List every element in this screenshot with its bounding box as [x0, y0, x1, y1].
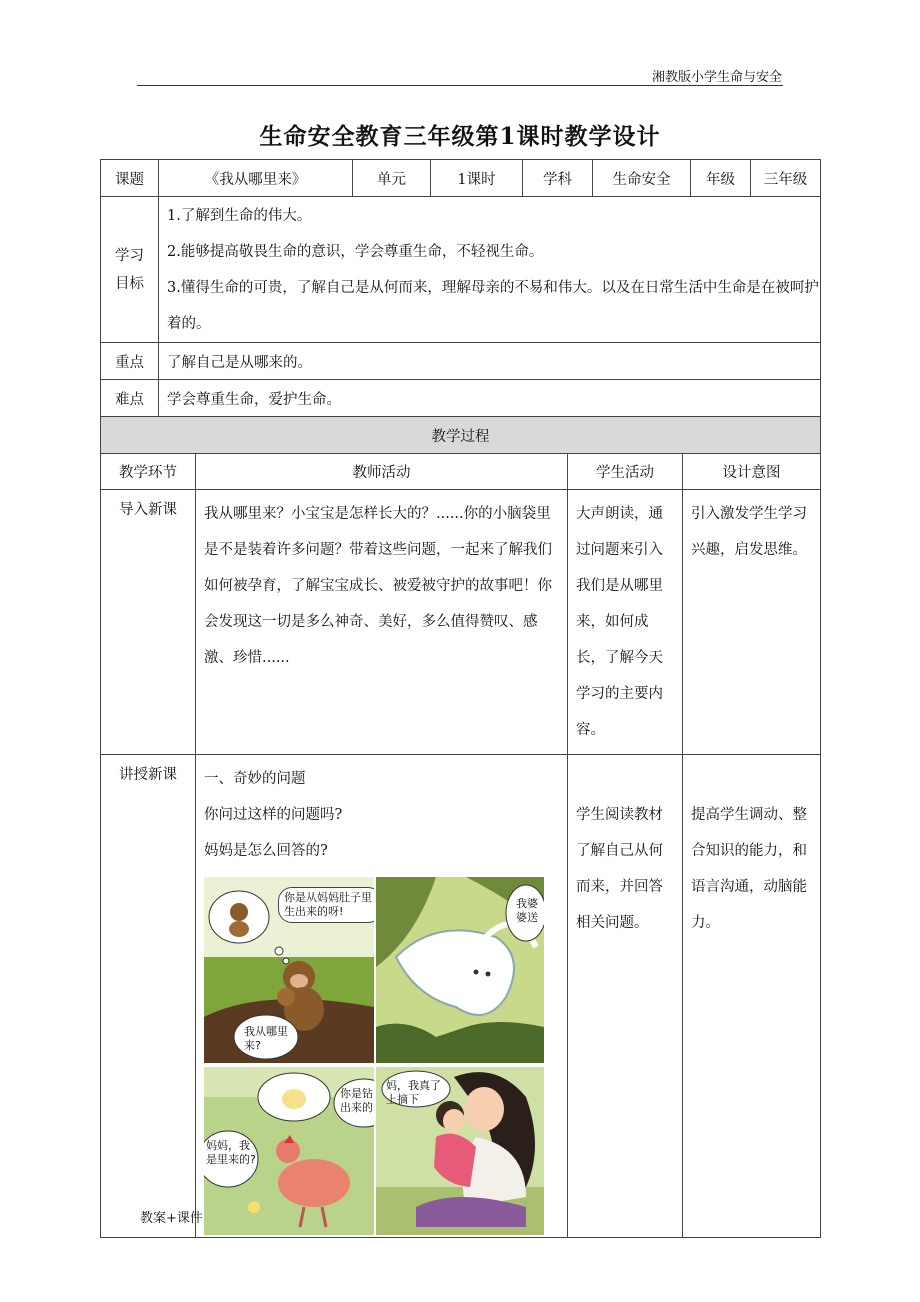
key-point-label: 重点 — [101, 343, 159, 380]
stage-intro: 导入新课 — [101, 490, 196, 755]
illustration-grid — [204, 877, 559, 1235]
student-activity-text: 学生阅读教材了解自己从何而来，并回答相关问题。 — [576, 807, 663, 931]
topic-value: 《我从哪里来》 — [159, 160, 353, 197]
ghost-illustration — [376, 877, 544, 1063]
design-intent-intro: 引入激发学生学习兴趣，启发思维。 — [683, 490, 821, 755]
difficulty-label: 难点 — [101, 380, 159, 417]
info-table — [100, 159, 821, 417]
col-header-stage: 教学环节 — [101, 454, 196, 490]
spacer — [576, 761, 674, 797]
grade-value: 三年级 — [751, 160, 821, 197]
monkey-bubble-top: 你是从妈妈肚子里生出来的呀! — [278, 887, 374, 923]
teacher-activity-new-lesson — [196, 755, 568, 1238]
teacher-line: 你问过这样的问题吗? — [204, 807, 343, 823]
key-point-text: 了解自己是从哪来的。 — [159, 343, 821, 380]
chicken-bubble-left: 妈妈，我是里来的? — [206, 1139, 256, 1166]
chicken-illustration — [204, 1067, 374, 1235]
teacher-line: 一、奇妙的问题 — [204, 771, 306, 787]
mother-child-illustration — [376, 1067, 544, 1235]
ghost-bubble: 我婆婆送 — [516, 897, 538, 924]
goals-label-line2: 目标 — [115, 275, 144, 292]
goal-item: 2.能够提高敬畏生命的意识，学会尊重生命，不轻视生命。 — [167, 243, 544, 260]
grade-label: 年级 — [691, 160, 751, 197]
spacer — [691, 761, 812, 797]
unit-label: 单元 — [353, 160, 431, 197]
header-rule — [137, 85, 783, 86]
stage-new-lesson: 讲授新课 — [101, 755, 196, 1238]
col-header-student: 学生活动 — [568, 454, 683, 490]
footer-text: 教案+课件 — [140, 1211, 203, 1226]
goals-label — [101, 197, 159, 343]
design-intent-text: 提高学生调动、整合知识的能力，和语言沟通，动脑能力。 — [691, 807, 807, 931]
difficulty-text: 学会尊重生命，爱护生命。 — [159, 380, 821, 417]
header-text: 湘教版小学生命与安全 — [651, 70, 782, 85]
goals-content — [159, 197, 821, 343]
subject-value: 生命安全 — [593, 160, 691, 197]
teacher-line: 妈妈是怎么回答的? — [204, 843, 328, 859]
process-title: 教学过程 — [101, 417, 821, 454]
chicken-bubble-right: 你是钻出来的 — [340, 1087, 373, 1114]
goal-item: 1.了解到生命的伟大。 — [167, 207, 312, 224]
goals-label-line1: 学习 — [115, 247, 144, 264]
unit-value: 1课时 — [431, 160, 523, 197]
col-header-teacher: 教师活动 — [196, 454, 568, 490]
mother-bubble: 妈，我真了上摘下 — [386, 1079, 441, 1106]
process-table — [100, 416, 821, 1238]
monkey-bubble-bottom: 我从哪里来? — [244, 1025, 288, 1052]
subject-label: 学科 — [523, 160, 593, 197]
goal-item: 3.懂得生命的可贵，了解自己是从何而来，理解母亲的不易和伟大。以及在日常生活中生命是在被呵护着的。 — [167, 279, 819, 332]
student-activity-new-lesson — [568, 755, 683, 1238]
design-intent-new-lesson — [683, 755, 821, 1238]
teacher-activity-intro: 我从哪里来？小宝宝是怎样长大的？......你的小脑袋里是不是装着许多问题？带着这些问题，一起来了解我们如何被孕育，了解宝宝成长、被爱被守护的故事吧！你会发现这一切是多么神奇、美好，多么值得赞叹、感激、珍惜...... — [196, 490, 568, 755]
col-header-intent: 设计意图 — [683, 454, 821, 490]
topic-label: 课题 — [101, 160, 159, 197]
page-title: 生命安全教育三年级第1课时教学设计 — [259, 123, 661, 150]
student-activity-intro: 大声朗读，通过问题来引入我们是从哪里来，如何成长，了解今天学习的主要内容。 — [568, 490, 683, 755]
monkey-illustration — [204, 877, 374, 1063]
